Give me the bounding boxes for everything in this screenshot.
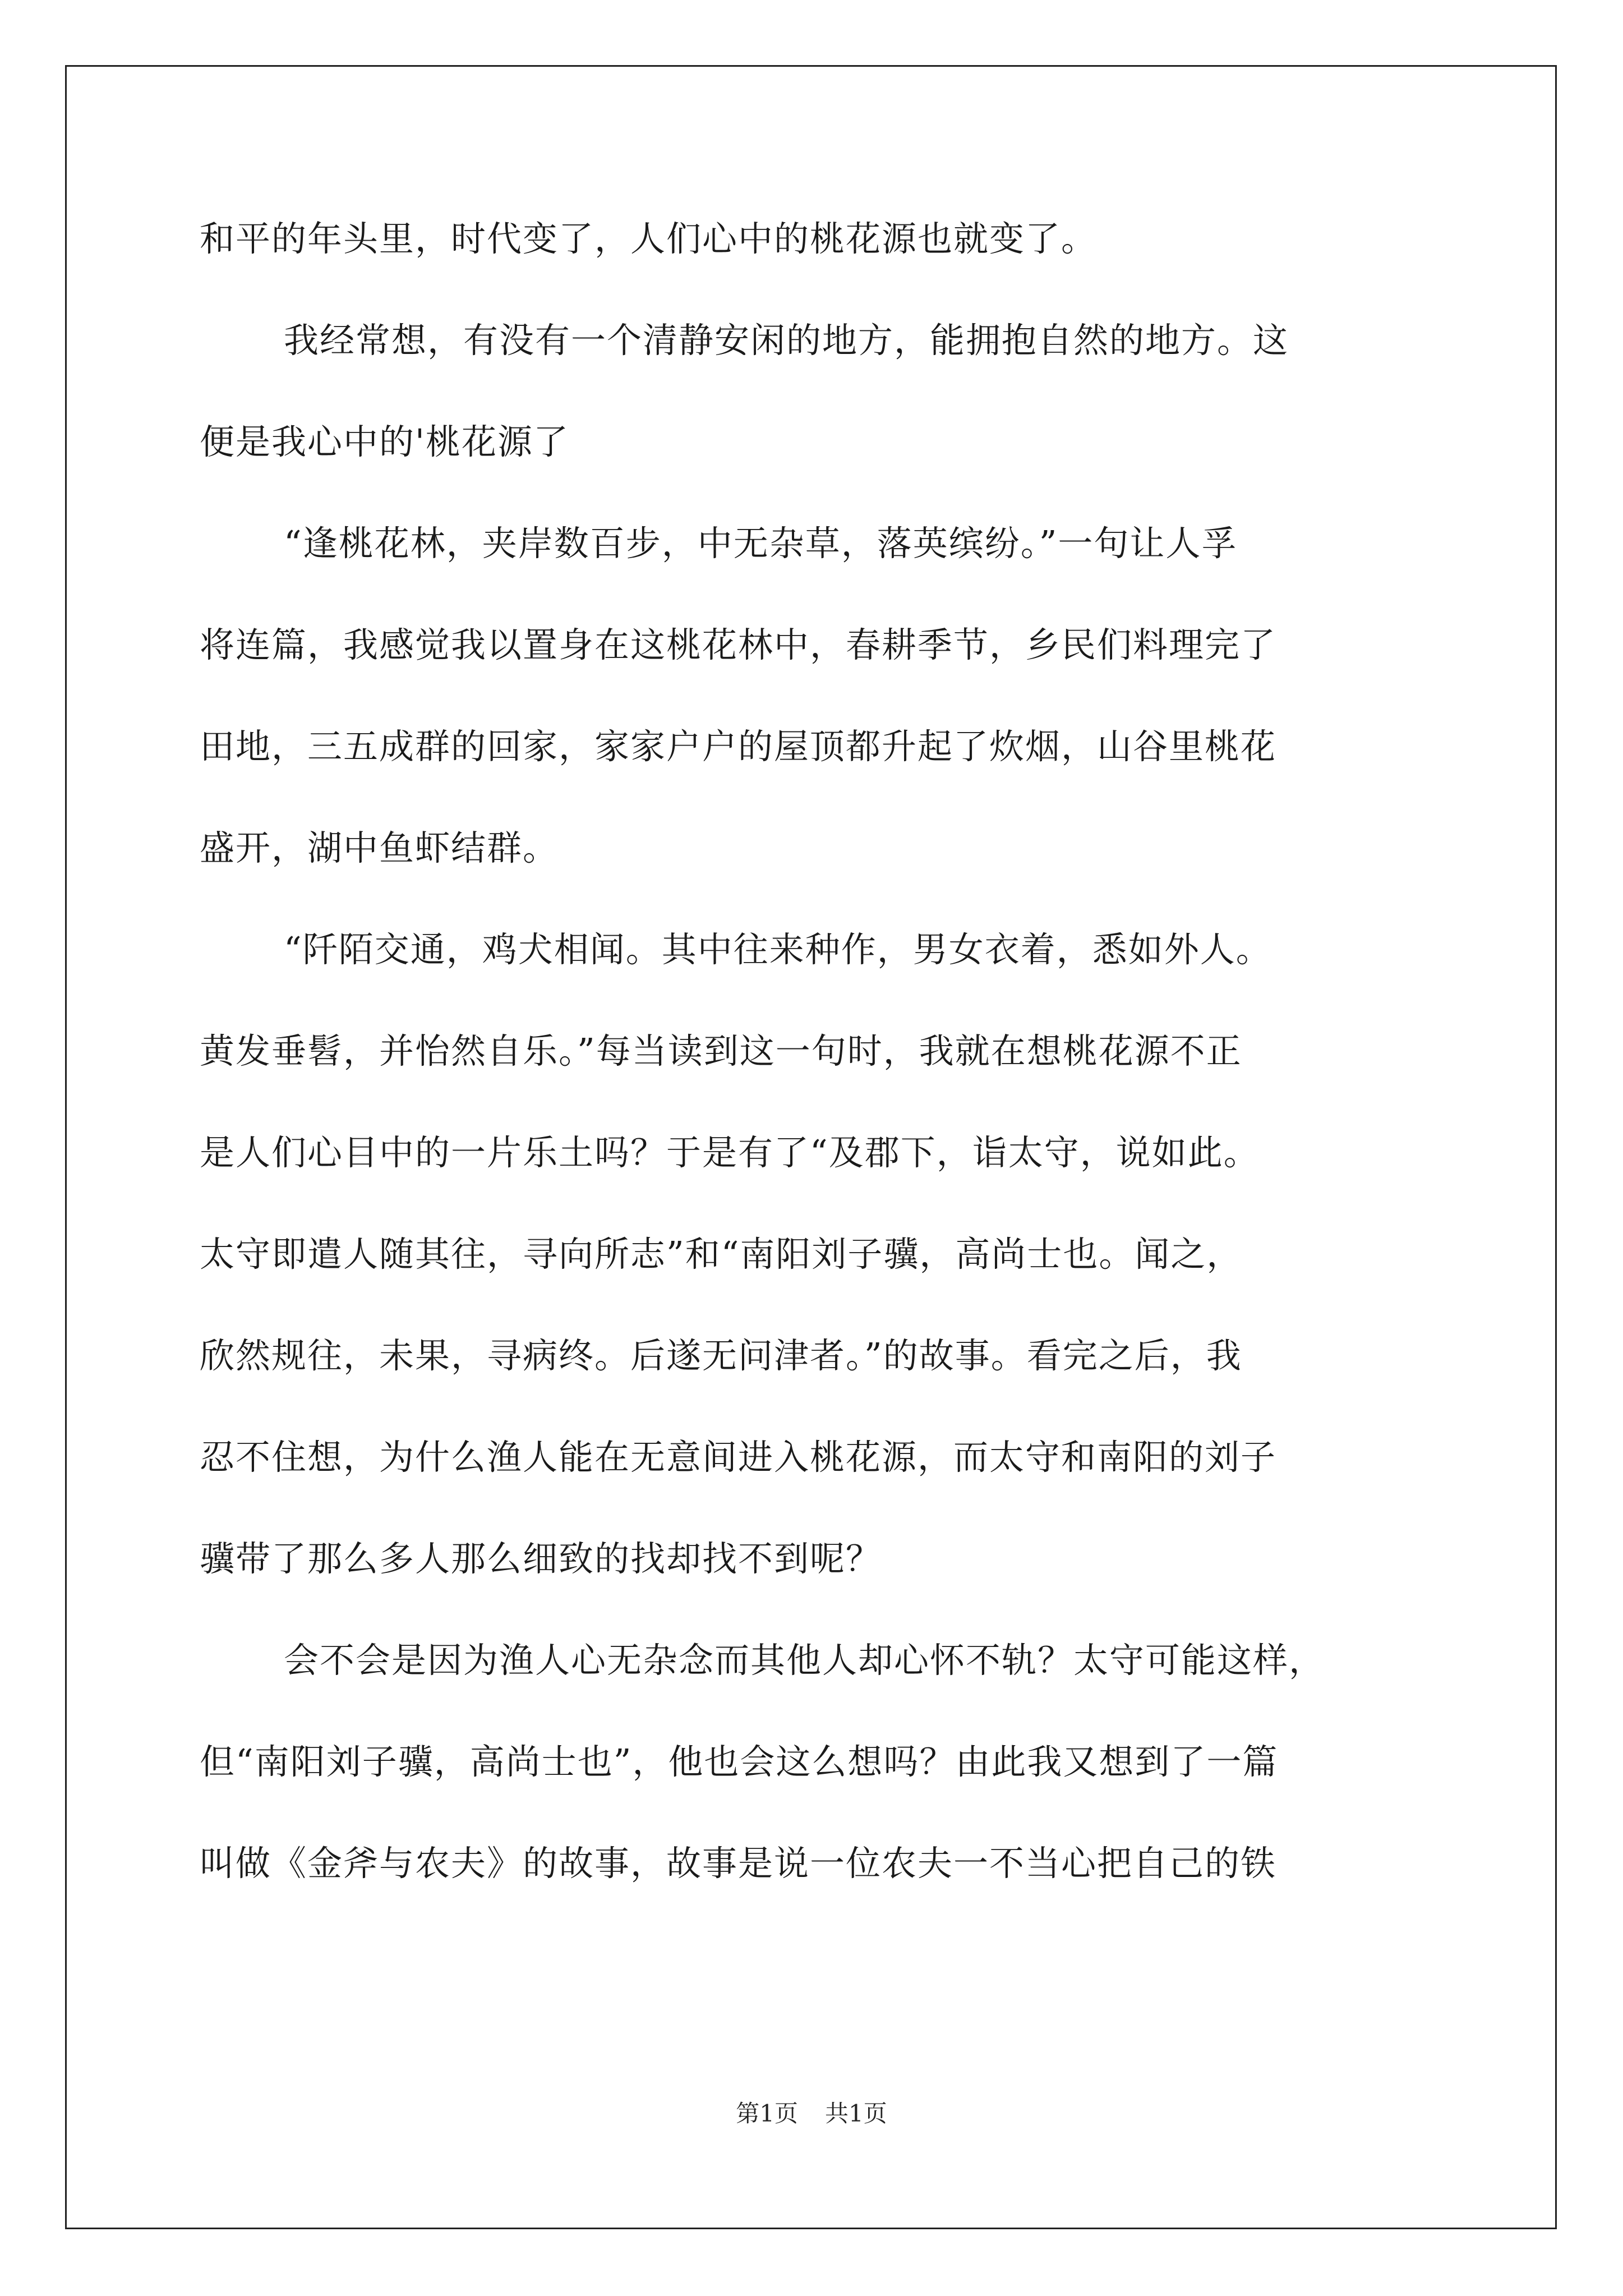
page-footer bbox=[0, 2095, 1623, 2129]
paragraph-start-line: 会不会是因为渔人心无杂念而其他人却心怀不轨？太守可能这样， bbox=[284, 1640, 1325, 1681]
text-line: 是人们心目中的一片乐土吗？于是有了“及郡下，诣太守，说如此。 bbox=[200, 1132, 1260, 1173]
page-total: 共1页 bbox=[825, 2100, 887, 2127]
document-body bbox=[200, 188, 1428, 1914]
text-line: 骥带了那么多人那么细致的找却找不到呢？ bbox=[200, 1538, 882, 1579]
text-line: 但“南阳刘子骥，高尚士也”，他也会这么想吗？由此我又想到了一篇 bbox=[200, 1741, 1279, 1782]
text-line: 将连篇，我感觉我以置身在这桃花林中，春耕季节，乡民们料理完了 bbox=[200, 624, 1277, 665]
text-line: 太守即遣人随其往，寻向所志”和“南阳刘子骥，高尚士也。闻之， bbox=[200, 1234, 1243, 1274]
text-line: 叫做《金斧与农夫》的故事，故事是说一位农夫一不当心把自己的铁 bbox=[200, 1843, 1277, 1884]
text-line: 欣然规往，未果，寻病终。后遂无问津者。”的故事。看完之后，我 bbox=[200, 1335, 1242, 1376]
text-line: 忍不住想，为什么渔人能在无意间进入桃花源，而太守和南阳的刘子 bbox=[200, 1437, 1277, 1478]
text-line: 黄发垂髫，并怡然自乐。”每当读到这一句时，我就在想桃花源不正 bbox=[200, 1030, 1242, 1071]
text-line: 便是我心中的'桃花源了 bbox=[200, 421, 570, 462]
paragraph-start-line: 我经常想，有没有一个清静安闲的地方，能拥抱自然的地方。这 bbox=[284, 320, 1289, 361]
text-line: 盛开，湖中鱼虾结群。 bbox=[200, 827, 559, 868]
paragraph-start-line: “阡陌交通，鸡犬相闻。其中往来种作，男女衣着，悉如外人。 bbox=[284, 929, 1272, 970]
page-number: 第1页 bbox=[736, 2100, 798, 2127]
paragraph-start-line: “逢桃花林，夹岸数百步，中无杂草，落英缤纷。”一句让人孚 bbox=[284, 523, 1238, 564]
text-line: 和平的年头里，时代变了，人们心中的桃花源也就变了。 bbox=[200, 218, 1098, 259]
text-line: 田地，三五成群的回家，家家户户的屋顶都升起了炊烟，山谷里桃花 bbox=[200, 726, 1277, 767]
